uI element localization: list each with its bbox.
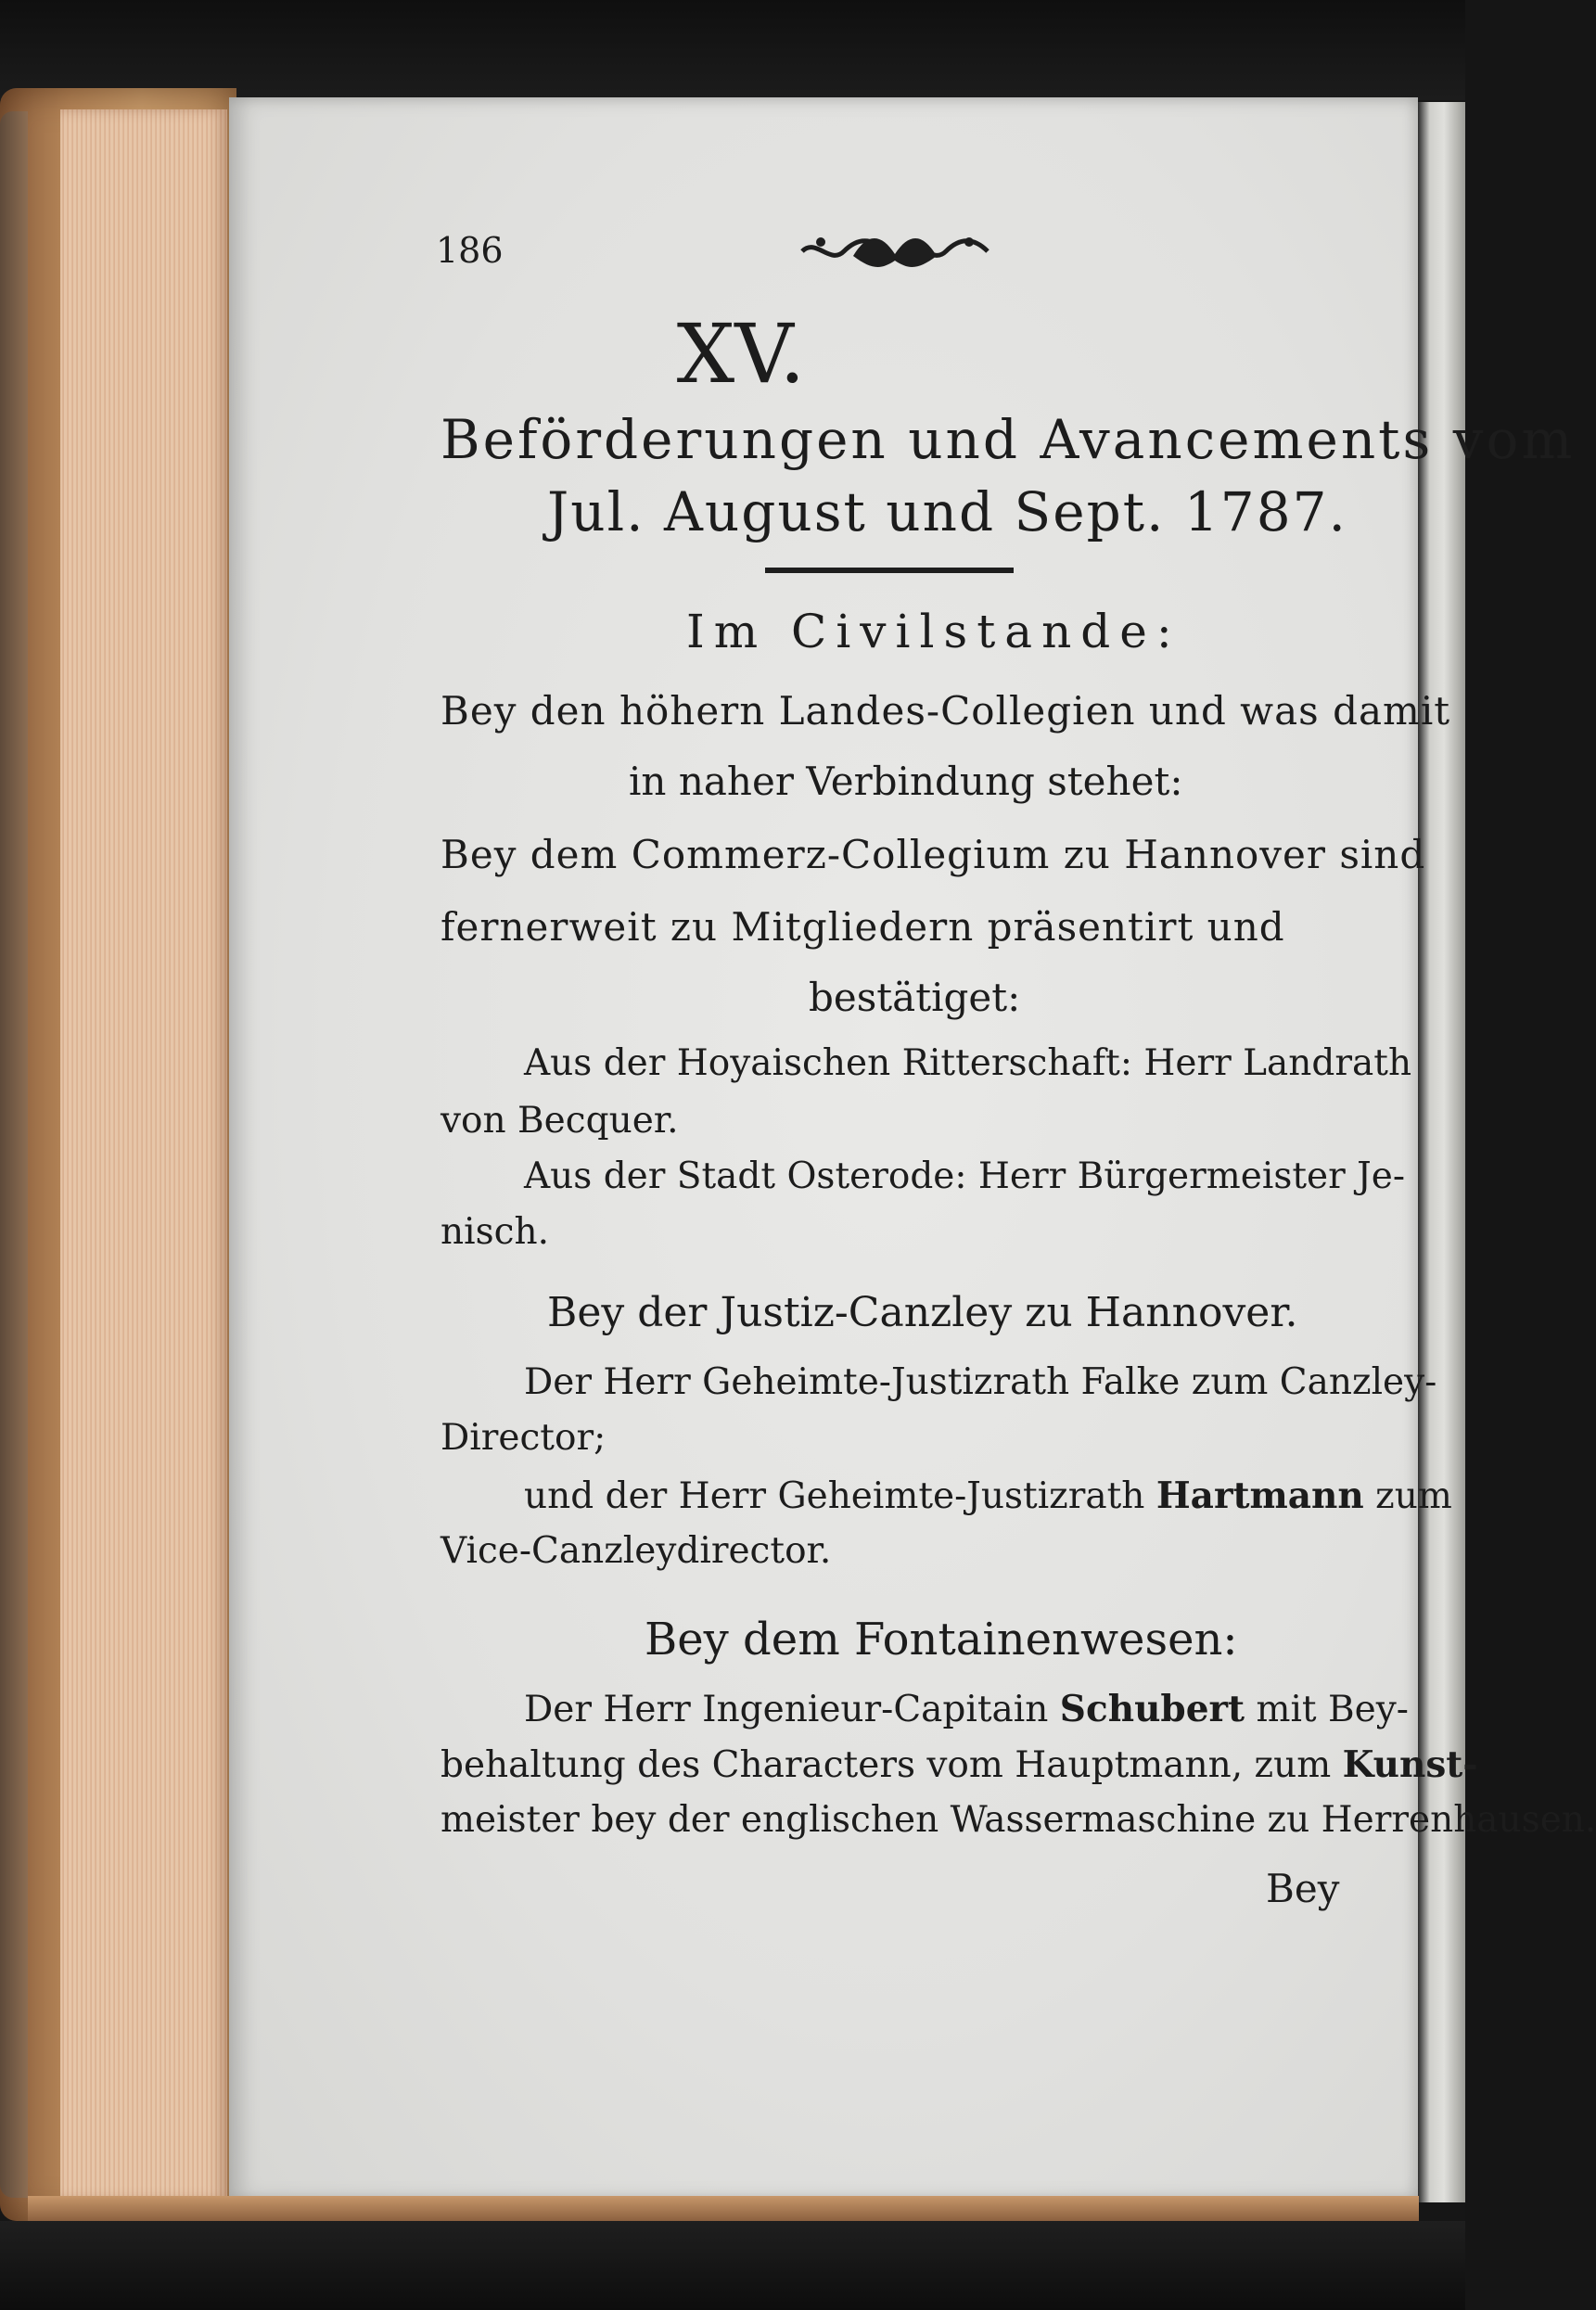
entry-5-line-3: meister bey der englischen Wassermaschine zu Herrenhausen. — [440, 1799, 1596, 1841]
catchword: Bey — [1266, 1866, 1340, 1911]
ornament-icon — [798, 228, 992, 274]
entry-2-line-1: Aus der Stadt Osterode: Herr Bürgermeister Je- — [524, 1155, 1406, 1197]
cover-edge — [0, 111, 28, 2198]
entry-4-text: und der Herr Geheimte-Justizrath — [524, 1475, 1156, 1517]
paragraph-1-line-2: in naher Verbindung stehet: — [629, 759, 1183, 804]
entry-3-line-2: Director; — [440, 1417, 606, 1459]
person-name-schubert: Schubert — [1059, 1688, 1245, 1730]
entry-2-line-2: nisch. — [440, 1211, 549, 1253]
subheading-fontainen: Bey dem Fontainenwesen: — [645, 1614, 1238, 1665]
entry-5-text: Der Herr Ingenieur-Capitain — [524, 1689, 1060, 1730]
cover-bottom — [28, 2196, 1419, 2222]
person-name-hartmann: Hartmann — [1156, 1474, 1364, 1517]
entry-4-line-2: Vice-Canzleydirector. — [440, 1530, 832, 1572]
entry-1-line-2: von Becquer. — [440, 1100, 679, 1142]
paragraph-2-line-1: Bey dem Commerz-Collegium zu Hannover sind — [440, 832, 1426, 877]
page-number: 186 — [436, 230, 504, 271]
entry-5-text-end: mit Bey- — [1245, 1689, 1409, 1730]
entry-5-line-1 — [524, 1688, 1409, 1730]
entry-1-line-1: Aus der Hoyaischen Ritterschaft: Herr Landrath — [524, 1042, 1412, 1084]
section-heading: Im Civilstande: — [686, 605, 1181, 658]
chapter-number: XV. — [676, 306, 806, 402]
background-top — [0, 0, 1465, 100]
title-rule — [765, 568, 1014, 573]
entry-5-line-2 — [440, 1743, 1478, 1786]
chapter-title-line-2: Jul. August und Sept. 1787. — [547, 480, 1347, 543]
subheading-justiz: Bey der Justiz-Canzley zu Hannover. — [547, 1289, 1298, 1336]
entry-4-text-end: zum — [1363, 1475, 1452, 1517]
page-stack — [60, 109, 227, 2201]
chapter-title-line-1: Beförderungen und Avancements vom — [440, 408, 1576, 471]
entry-5-line-2-bold: Kunst- — [1342, 1743, 1478, 1786]
paragraph-2-line-3: bestätiget: — [809, 975, 1021, 1020]
background-bottom — [0, 2221, 1465, 2310]
entry-3-line-1: Der Herr Geheimte-Justizrath Falke zum Canzley- — [524, 1361, 1437, 1403]
paragraph-1-line-1: Bey den höhern Landes-Collegien und was damit — [440, 688, 1451, 734]
entry-5-line-2-text: behaltung des Characters vom Hauptmann, zum — [440, 1744, 1343, 1786]
paragraph-2-line-2: fernerweit zu Mitgliedern präsentirt und — [440, 904, 1285, 950]
entry-4-line-1 — [524, 1474, 1452, 1517]
